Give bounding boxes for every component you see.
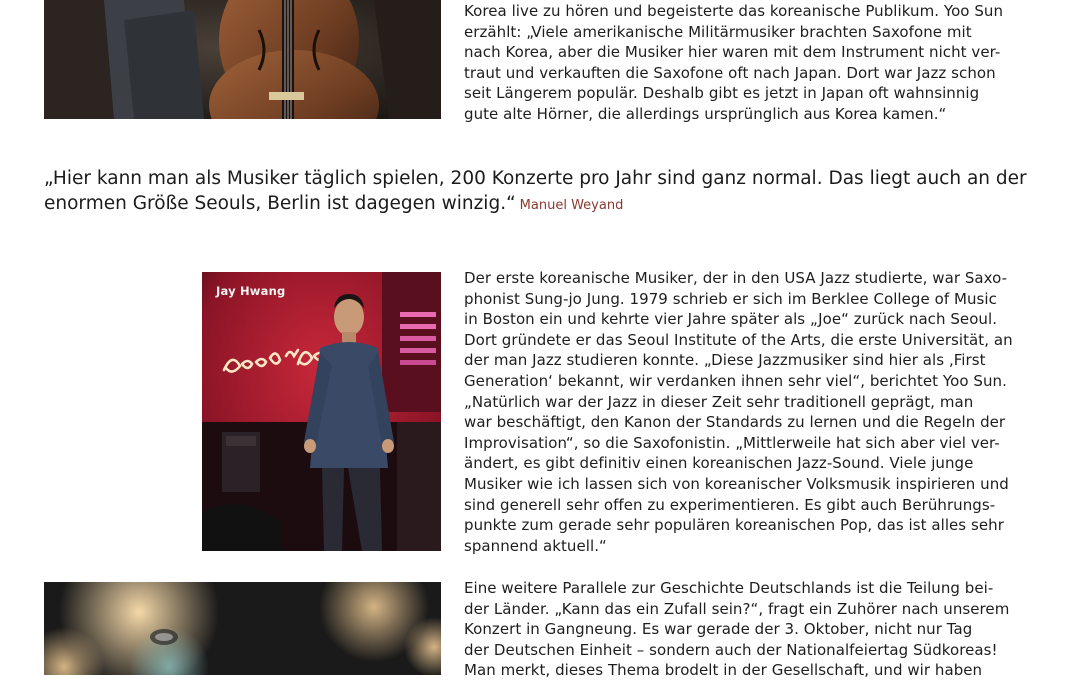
- bass-player-illustration: [44, 0, 441, 119]
- text-line: „Natürlich war der Jazz in dieser Zeit sehr traditionell geprägt, man: [464, 392, 974, 411]
- text-line: Musiker wie ich lassen sich von koreanischer Volksmusik inspirieren und: [464, 474, 1009, 493]
- text-line: war beschäftigt, den Kanon der Standards zu lernen und die Regeln der: [464, 413, 1006, 432]
- text-line: Man merkt, dieses Thema brodelt in der Gesellschaft, und wir haben: [464, 661, 983, 680]
- bokeh-lights-photo: [44, 582, 441, 675]
- text-line: phonist Sung-jo Jung. 1979 schrieb er sich im Berklee College of Music: [464, 289, 997, 308]
- pull-quote-line: „Hier kann man als Musiker täglich spielen, 200 Konzerte pro Jahr sind ganz normal. Das liegt auch an der: [44, 168, 1027, 189]
- text-line: traut und verkauften die Saxofone oft nach Japan. Dort war Jazz schon: [464, 63, 996, 82]
- text-line: spannend aktuell.“: [464, 536, 607, 555]
- text-line: punkte zum gerade sehr populären koreanischen Pop, das ist alles sehr: [464, 516, 1004, 535]
- text-line: gute alte Hörner, die allerdings ursprünglich aus Korea kamen.“: [464, 104, 947, 123]
- article-paragraph-1: [464, 1, 1003, 125]
- article-paragraph-3: [464, 578, 1009, 681]
- text-line: Konzert in Gangneung. Es war gerade der 3. Oktober, nicht nur Tag: [464, 620, 973, 639]
- text-line: der Länder. „Kann das ein Zufall sein?“, fragt ein Zuhörer nach unserem: [464, 599, 1010, 618]
- text-line: in Boston ein und kehrte vier Jahre später als „Joe“ zurück nach Seoul.: [464, 310, 998, 329]
- text-line: sind generell sehr offen zu experimentieren. Es gibt auch Berührungs-: [464, 495, 996, 514]
- text-line: nach Korea, aber die Musiker hier waren mit dem Instrument nicht ver-: [464, 43, 1001, 62]
- text-line: der Deutschen Einheit – sondern auch der Nationalfeiertag Südkoreas!: [464, 640, 998, 659]
- text-line: Korea live zu hören und begeisterte das koreanische Publikum. Yoo Sun: [464, 2, 1004, 20]
- text-line: seit Längerem populär. Deshalb gibt es jetzt in Japan oft wahnsinnig: [464, 84, 980, 103]
- text-line: der man Jazz studieren konnte. „Diese Jazzmusiker sind hier als ‚First: [464, 351, 986, 370]
- text-line: Improvisation“, so die Saxofonistin. „Mittlerweile hat sich aber viel ver-: [464, 433, 1000, 452]
- pull-quote-line: [44, 191, 1034, 218]
- jay-hwang-illustration: [202, 272, 441, 551]
- photo-caption: Jay Hwang: [216, 284, 286, 298]
- text-line: Generation‘ bekannt, wir verdanken ihnen sehr viel“, berichtet Yoo Sun.: [464, 371, 1007, 390]
- article-paragraph-2: [464, 268, 1013, 556]
- pull-quote-text: enormen Größe Seouls, Berlin ist dagegen winzig.“: [44, 193, 516, 214]
- text-line: Dort gründete er das Seoul Institute of the Arts, die erste Universität, an: [464, 330, 1013, 349]
- jay-hwang-photo: [202, 272, 441, 551]
- text-line: ändert, es gibt definitiv einen koreanischen Jazz-Sound. Viele junge: [464, 454, 974, 473]
- bokeh-lights-illustration: [44, 582, 441, 675]
- quote-attribution: Manuel Weyand: [519, 198, 624, 213]
- text-line: erzählt: „Viele amerikanische Militärmusiker brachten Saxofone mit: [464, 22, 972, 41]
- text-line: Eine weitere Parallele zur Geschichte Deutschlands ist die Teilung bei-: [464, 579, 994, 597]
- text-line: Der erste koreanische Musiker, der in den USA Jazz studierte, war Saxo-: [464, 269, 1008, 287]
- pull-quote: [44, 166, 1034, 218]
- bass-player-photo: [44, 0, 441, 119]
